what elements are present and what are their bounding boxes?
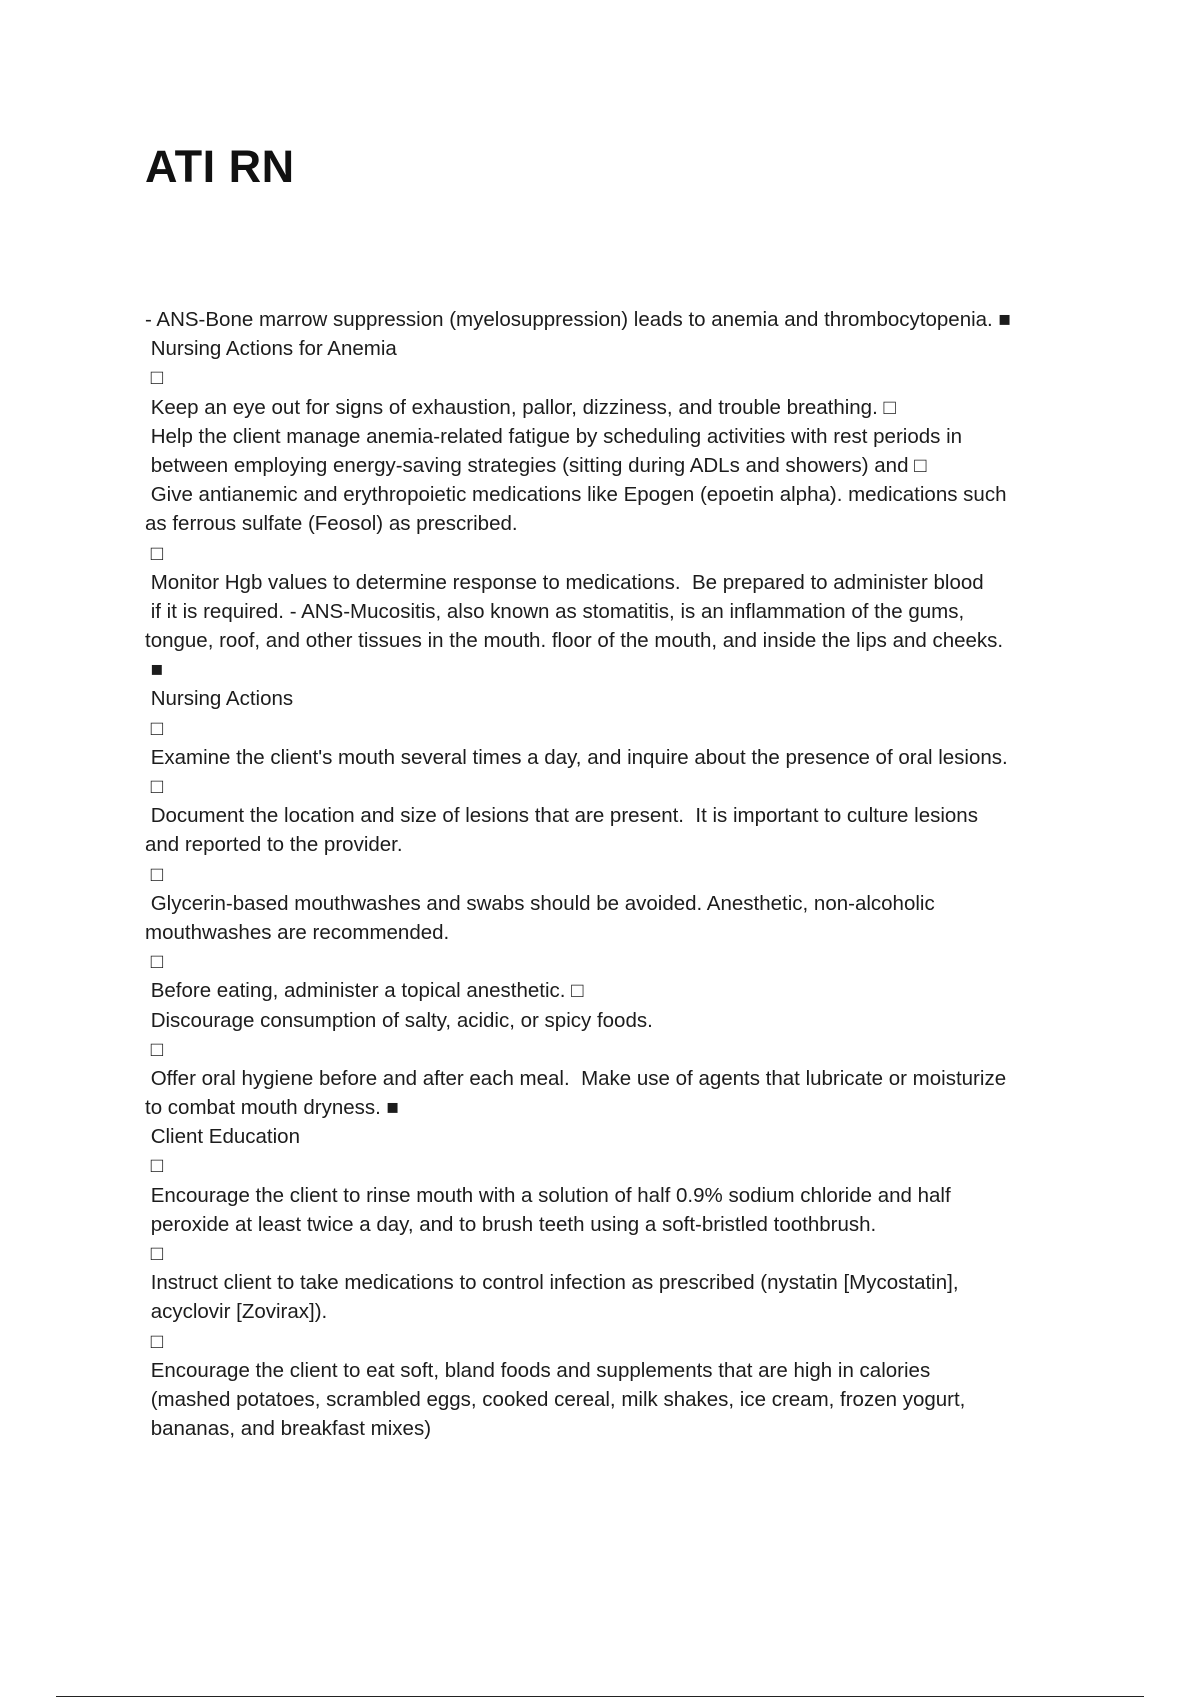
text-line: - ANS-Bone marrow suppression (myelosuppression) leads to anemia and thrombocytopenia. ■ [145, 308, 1011, 331]
section-heading: Nursing Actions for Anemia [145, 337, 397, 361]
text-line: to combat mouth dryness. ■ [145, 1096, 399, 1120]
text-line: Keep an eye out for signs of exhaustion, pallor, dizziness, and trouble breathing. □ [145, 395, 896, 419]
page-title: ATI RN [145, 141, 295, 192]
text-line: Document the location and size of lesions that are present. It is important to culture lesions [145, 804, 978, 828]
text-line: Instruct client to take medications to control infection as prescribed (nystatin [Mycostatin], [145, 1271, 959, 1295]
text-line: □ [145, 1154, 164, 1178]
text-line: □ [145, 716, 164, 740]
text-line: Encourage the client to eat soft, bland foods and supplements that are high in calories [145, 1358, 931, 1382]
text-line: □ [145, 366, 164, 390]
document-body [145, 305, 1085, 1443]
text-line: peroxide at least twice a day, and to brush teeth using a soft-bristled toothbrush. [145, 1212, 877, 1236]
text-line: Glycerin-based mouthwashes and swabs should be avoided. Anesthetic, non-alcoholic [145, 891, 935, 915]
text-line: Examine the client's mouth several times a day, and inquire about the presence of oral lesions. [145, 745, 1008, 769]
text-line: Before eating, administer a topical anesthetic. □ [145, 979, 584, 1003]
text-line: tongue, roof, and other tissues in the mouth. floor of the mouth, and inside the lips and cheeks. [145, 629, 1004, 653]
text-line: Encourage the client to rinse mouth with a solution of half 0.9% sodium chloride and half [145, 1183, 951, 1207]
text-line: □ [145, 950, 164, 974]
text-line: □ [145, 1242, 164, 1265]
section-heading: Client Education [145, 1125, 300, 1149]
text-line: Monitor Hgb values to determine response to medications. Be prepared to administer blood [145, 570, 984, 594]
text-line: Give antianemic and erythropoietic medications like Epogen (epoetin alpha). medications such [145, 483, 1007, 507]
text-line: as ferrous sulfate (Feosol) as prescribed. [145, 512, 518, 536]
text-line: □ [145, 541, 164, 565]
text-line: □ [145, 775, 164, 798]
text-line: between employing energy-saving strategies (sitting during ADLs and showers) and □ [145, 453, 927, 477]
text-line: acyclovir [Zovirax]). [145, 1300, 328, 1324]
text-line: (mashed potatoes, scrambled eggs, cooked cereal, milk shakes, ice cream, frozen yogurt, [145, 1387, 966, 1411]
text-line: mouthwashes are recommended. [145, 920, 450, 944]
footer-divider [56, 1696, 1144, 1697]
text-line: and reported to the provider. [145, 833, 403, 857]
text-line: Discourage consumption of salty, acidic, or spicy foods. [145, 1008, 653, 1032]
text-line: if it is required. - ANS-Mucositis, also known as stomatitis, is an inflammation of the gums, [145, 599, 965, 623]
text-line: ■ [145, 658, 164, 682]
text-line: □ [145, 1037, 164, 1061]
text-line: □ [145, 1329, 164, 1353]
text-line: Offer oral hygiene before and after each meal. Make use of agents that lubricate or moisturize [145, 1066, 1007, 1090]
text-line: Help the client manage anemia-related fatigue by scheduling activities with rest periods in [145, 424, 963, 448]
text-line: bananas, and breakfast mixes) [145, 1417, 432, 1441]
text-line: □ [145, 862, 164, 886]
section-heading: Nursing Actions [145, 687, 294, 711]
